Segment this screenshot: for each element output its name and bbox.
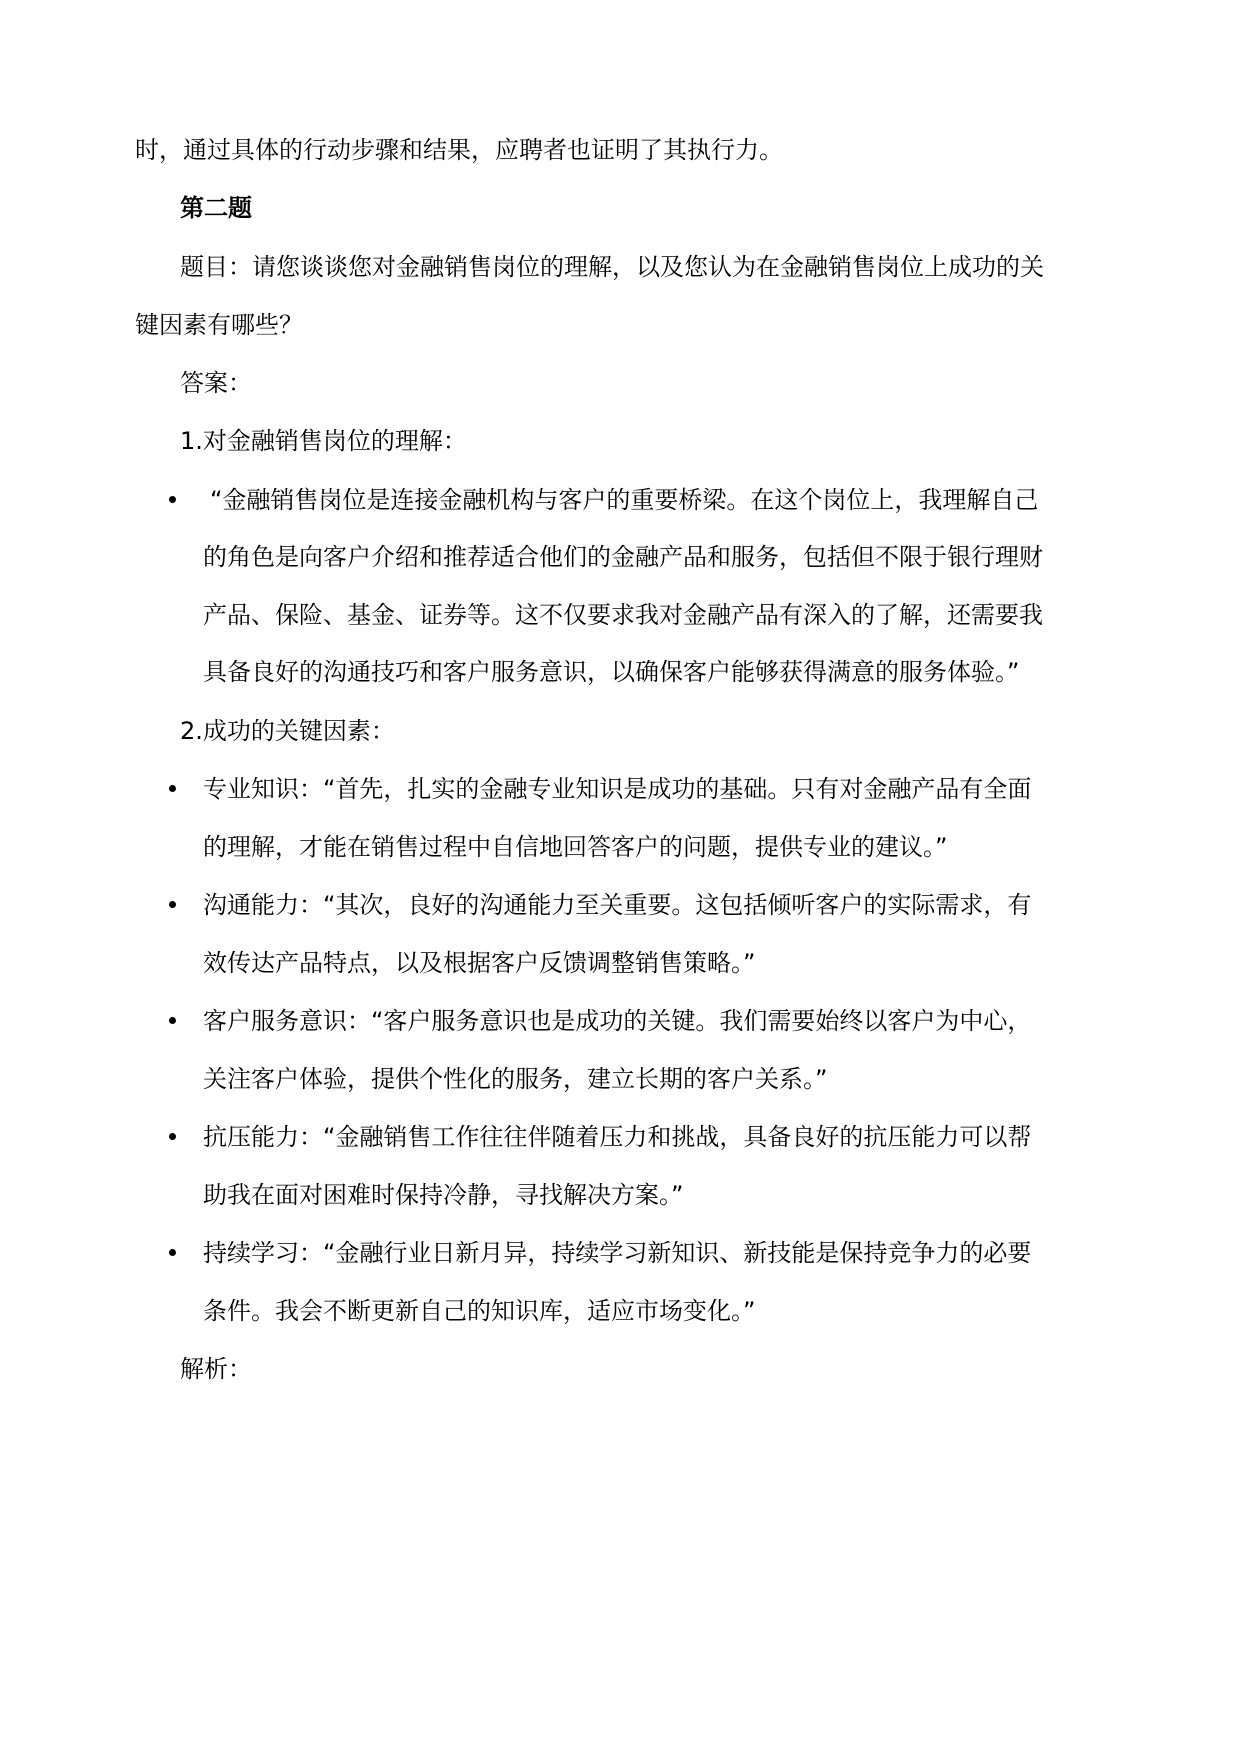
paragraph-line: 时，通过具体的行动步骤和结果，应聘者也证明了其执行力。 [135, 136, 783, 164]
list-item-line: 的理解，才能在销售过程中自信地回答客户的问题，提供专业的建议。” [203, 833, 948, 861]
list-item-line: 抗压能力：“金融销售工作往往伴随着压力和挑战，具备良好的抗压能力可以帮 [203, 1123, 1032, 1151]
bullet-icon [169, 1249, 176, 1256]
list-item-line: 专业知识：“首先，扎实的金融专业知识是成功的基础。只有对金融产品有全面 [203, 775, 1032, 803]
list-item-line: 条件。我会不断更新自己的知识库，适应市场变化。” [203, 1297, 756, 1325]
list-item-line: 客户服务意识：“客户服务意识也是成功的关键。我们需要始终以客户为中心， [203, 1007, 1032, 1035]
list-item-line: “金融销售岗位是连接金融机构与客户的重要桥梁。在这个岗位上，我理解自己 [210, 486, 1039, 514]
question-line: 题目：请您谈谈您对金融销售岗位的理解，以及您认为在金融销售岗位上成功的关 [180, 253, 1044, 281]
section-heading: 2.成功的关键因素： [180, 717, 395, 745]
list-item-line: 具备良好的沟通技巧和客户服务意识，以确保客户能够获得满意的服务体验。” [203, 658, 1020, 686]
list-item-line: 的角色是向客户介绍和推荐适合他们的金融产品和服务，包括但不限于银行理财 [203, 543, 1043, 571]
list-item-line: 产品、保险、基金、证券等。这不仅要求我对金融产品有深入的了解，还需要我 [203, 601, 1043, 629]
list-item-line: 持续学习：“金融行业日新月异，持续学习新知识、新技能是保持竞争力的必要 [203, 1239, 1032, 1267]
list-item-line: 助我在面对困难时保持冷静，寻找解决方案。” [203, 1181, 684, 1209]
analysis-label: 解析： [180, 1355, 252, 1383]
list-item-line: 关注客户体验，提供个性化的服务，建立长期的客户关系。” [203, 1065, 828, 1093]
bullet-icon [169, 901, 176, 908]
list-item-line: 沟通能力：“其次，良好的沟通能力至关重要。这包括倾听客户的实际需求，有 [203, 891, 1032, 919]
bullet-icon [169, 1133, 176, 1140]
list-item-line: 效传达产品特点，以及根据客户反馈调整销售策略。” [203, 949, 756, 977]
bullet-icon [169, 785, 176, 792]
question-line: 键因素有哪些？ [135, 311, 303, 339]
question-heading: 第二题 [180, 194, 252, 222]
bullet-icon [169, 1017, 176, 1024]
bullet-icon [169, 496, 176, 503]
section-heading: 1.对金融销售岗位的理解： [180, 427, 467, 455]
answer-label: 答案： [180, 369, 252, 397]
